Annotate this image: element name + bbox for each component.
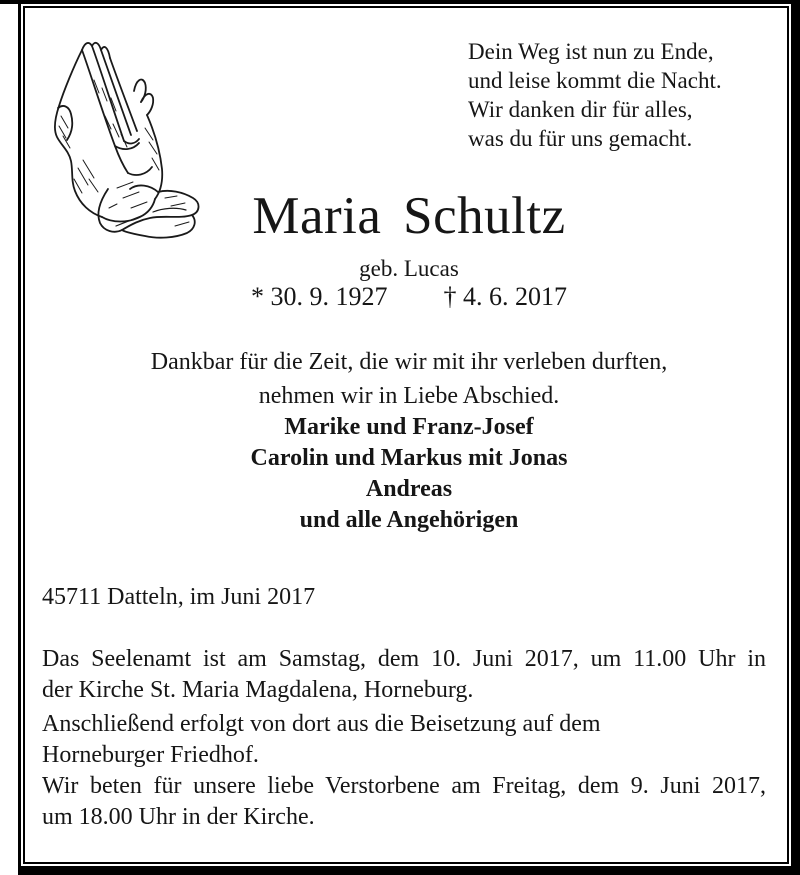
announcement-line: Anschließend erfolgt von dort aus die Beisetzung auf dem — [42, 711, 601, 737]
mourner-line: und alle Angehörigen — [299, 507, 519, 533]
birth-date: * 30. 9. 1927 — [251, 282, 388, 311]
mourner-line: Andreas — [365, 476, 453, 502]
life-dates — [28, 282, 790, 312]
mourners-list — [28, 412, 790, 536]
verse-line: Dein Weg ist nun zu Ende, — [468, 39, 714, 64]
death-date: † 4. 6. 2017 — [443, 282, 567, 311]
mourner-line: Marike und Franz-Josef — [284, 414, 534, 440]
verse-line: was du für uns gemacht. — [468, 126, 693, 151]
mourner-line: Carolin und Markus mit Jonas — [250, 445, 568, 471]
burial-announcement — [42, 709, 766, 771]
prayer-announcement — [42, 771, 766, 833]
announcement-line: Horneburger Friedhof. — [42, 742, 259, 768]
farewell-line: Dankbar für die Zeit, die wir mit ihr verleben durften, — [150, 349, 668, 375]
memorial-verse — [468, 37, 722, 153]
farewell-line: nehmen wir in Liebe Abschied. — [258, 383, 560, 409]
announcement-line: um 18.00 Uhr in der Kirche. — [42, 804, 315, 830]
verse-line: Wir danken dir für alles, — [468, 97, 693, 122]
deceased-name: Maria Schultz — [252, 187, 566, 245]
farewell-text — [28, 345, 790, 413]
maiden-name: geb. Lucas — [359, 256, 459, 281]
announcement-line: Das Seelenamt ist am Samstag, dem 10. Juni 2017, um 11.00 Uhr in — [42, 646, 766, 672]
verse-line: und leise kommt die Nacht. — [468, 68, 722, 93]
funeral-service-announcement — [42, 644, 766, 706]
place-date-line: 45711 Datteln, im Juni 2017 — [42, 584, 316, 610]
announcement-line: Wir beten für unsere liebe Verstorbene am Freitag, dem 9. Juni 2017, — [42, 773, 766, 799]
announcement-line: der Kirche St. Maria Magdalena, Horneburg. — [42, 677, 474, 703]
